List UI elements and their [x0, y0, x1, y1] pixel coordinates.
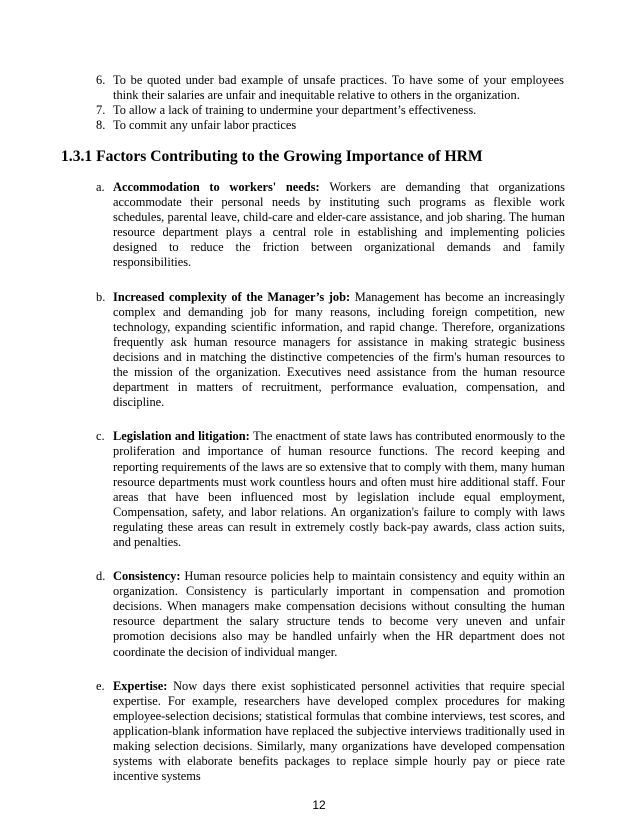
list-item-number: 8. [96, 118, 106, 133]
factor-text: Management has become an increasingly complex and demanding job for many reasons, including foreign competition, new technology, expanding scientific information, and rapid change. Therefore, organizations frequently ask human resource managers for assistance in making strategic business decisions and in matching the distinctive competencies of the firm's human resources to the mission of the organization. Executives need assistance from the human resource department in matters of recruitment, performance evaluation, compensation, and discipline. [113, 289, 565, 410]
list-item [84, 103, 564, 118]
factor-letter: e. [96, 678, 105, 693]
list-item-number: 6. [96, 73, 106, 87]
factor-text: Human resource policies help to maintain consistency and equity within an organization. Consistency is particularly important in compensation and promotion decisions. When managers make compensation decisions without consulting the human resource department the salary structure tends to become very uneven and unfair promotion decisions also may be handled unfairly when the HR department does not coordinate the decision of individual manger. [113, 569, 565, 659]
factor-letter: d. [96, 569, 106, 584]
factor-letter: c. [96, 429, 105, 444]
factor-title: Expertise: [113, 678, 174, 693]
factor-item [84, 290, 565, 411]
factor-item [84, 569, 565, 660]
list-item [84, 73, 564, 103]
factor-title: Consistency: [113, 569, 185, 584]
list-item-text: To be quoted under bad example of unsafe practices. To have some of your employees think their salaries are unfair and inequitable relative to others in the organization. [113, 73, 564, 103]
factor-item [84, 429, 565, 550]
list-item [84, 118, 564, 133]
factor-item [84, 180, 565, 271]
section-heading: 1.3.1 Factors Contributing to the Growing Importance of HRM [61, 148, 483, 165]
list-item-text: To allow a lack of training to undermine your department’s effectiveness. [113, 103, 477, 118]
factor-title: Increased complexity of the Manager’s job: [113, 289, 355, 304]
factors-list [84, 180, 565, 803]
list-item-text: To commit any unfair labor practices [113, 118, 297, 133]
factor-title: Accommodation to workers' needs: [113, 180, 330, 194]
page-number: 12 [312, 798, 326, 812]
numbered-list [84, 73, 564, 133]
factor-text: Now days there exist sophisticated personnel activities that require special expertise. For example, researchers have developed complex procedures for making employee-selection decisions; statistical formulas that combine interviews, test scores, and application-blank information have replaced the subjective interviews traditionally used in making selection decisions. Similarly, many organizations have developed compensation systems with elaborate benefits packages to replace simple hourly pay or piece rate incentive systems [113, 678, 565, 784]
factor-letter: b. [96, 289, 106, 304]
factor-text: The enactment of state laws has contributed enormously to the proliferation and importance of human resource functions. The record keeping and reporting requirements of the laws are so extensive that to comply with them, many human resource departments must work countless hours and often must hire additional staff. Four areas that have been influenced most by legislation include equal employment, Compensation, safety, and labor relations. An organization's failure to comply with laws regulating these areas can result in extremely costly back-pay awards, class action suits, and penalties. [113, 429, 565, 549]
factor-title: Legislation and litigation: [113, 429, 254, 444]
factor-item [84, 679, 565, 785]
factor-text: Workers are demanding that organizations accommodate their personal needs by instituting such programs as flexible work schedules, parental leave, child-care and elder-care assistance, and job sharing. The human resource department plays a central role in establishing and implementing policies designed to reduce the friction between organizational demands and family responsibilities. [113, 180, 565, 270]
list-item-number: 7. [96, 103, 106, 118]
factor-letter: a. [96, 180, 105, 194]
